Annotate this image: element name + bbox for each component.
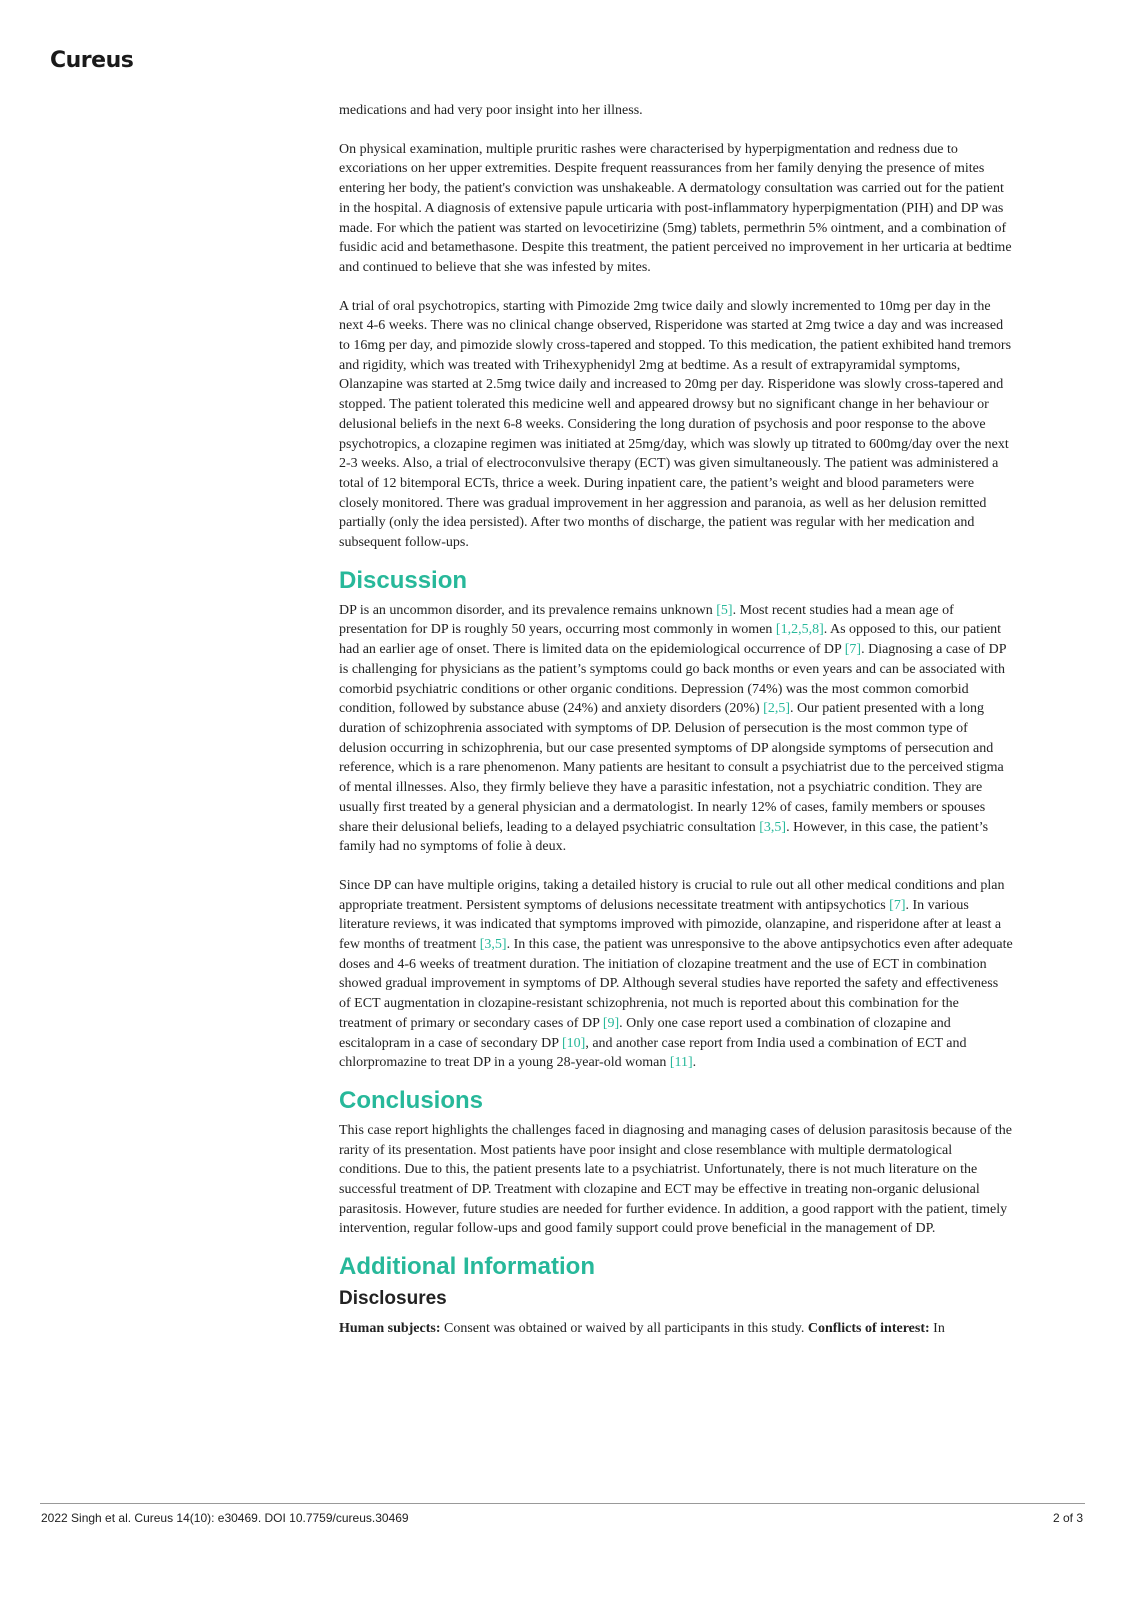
paragraph-physical-exam: On physical examination, multiple pruritic rashes were characterised by hyperpigmentation and redness due to excoriations on her upper extremities. Despite frequent reassurances from her family denying the presence of mites entering her body, the patient's conviction was unshakeable. A dermatology consultation was carried out for the patient in the hospital. A diagnosis of extensive papule urticaria with post-inflammatory hyperpigmentation (PIH) and DP was made. For which the patient was started on levocetirizine (5mg) tablets, permethrin 5% ointment, and a combination of fusidic acid and betamethasone. Despite this treatment, the patient perceived no improvement in her urticaria at bedtime and continued to believe that she was infested by mites. xyxy=(339,141,1012,275)
article-body xyxy=(339,101,1013,1339)
text-run: . xyxy=(692,1055,697,1071)
disclosures-paragraph xyxy=(339,1319,1013,1339)
text-run: DP is an uncommon disorder, and its prevalence remains unknown xyxy=(339,602,717,618)
text-run: . However, in this case, the patient’s family had no symptoms of folie à deux. xyxy=(339,819,989,855)
conclusions-paragraph: This case report highlights the challenges faced in diagnosing and managing cases of delusion parasitosis because of the rarity of its presentation. Most patients have poor insight and close resemblance with multiple dermatological conditions. Due to this, the patient presents late to a psychiatrist. Unfortunately, there is not much literature on the successful treatment of DP. Treatment with clozapine and ECT may be effective in treating non-organic delusional parasitosis. However, future studies are needed for further evidence. In addition, a good rapport with the patient, timely intervention, regular follow-ups and good family support could prove beneficial in the management of DP. xyxy=(339,1122,1012,1237)
label-human-subjects: Human subjects: xyxy=(339,1321,441,1337)
citation-link[interactable]: [1,2,5,8] xyxy=(775,622,824,638)
label-conflicts-of-interest: Conflicts of interest: xyxy=(807,1321,930,1337)
citation-link[interactable]: [10] xyxy=(562,1035,586,1051)
text-run: . Most recent studies had a mean age of presentation for DP is roughly 50 years, occurring most commonly in women xyxy=(339,602,954,638)
citation-link[interactable]: [2,5] xyxy=(763,701,790,717)
discussion-paragraph-2 xyxy=(339,876,1013,1073)
discussion-paragraph-1 xyxy=(339,601,1013,857)
citation-link[interactable]: [7] xyxy=(844,642,862,658)
section-heading-conclusions: Conclusions xyxy=(339,1086,484,1114)
text-run: . Only one case report used a combination of clozapine and escitalopram in a case of secondary DP xyxy=(339,1015,951,1051)
text-run: . In various literature reviews, it was indicated that symptoms improved with pimozide, olanzapine, and risperidone after at least a few months of treatment xyxy=(339,897,1002,953)
footer-divider xyxy=(40,1503,1085,1504)
text-run: . Our patient presented with a long duration of schizophrenia associated with symptoms of DP. Delusion of persecution is the most common type of delusion occurring in schizophrenia, but our case presented symptoms of DP alongside symptoms of persecution and reference, which is a rare phenomenon. Many patients are hesitant to consult a psychiatrist due to the perceived stigma of mental illnesses. Also, they firmly believe they have a parasitic infestation, not a psychiatric condition. They are usually first treated by a general physician and a dermatologist. In nearly 12% of cases, family members or spouses share their delusional beliefs, leading to a delayed psychiatric consultation xyxy=(339,701,1004,835)
text-run: . Diagnosing a case of DP is challenging for physicians as the patient’s symptoms could go back months or even years and can be associated with comorbid psychiatric conditions or other organic conditions. Depression (74%) was the most common comorbid condition, followed by substance abuse (24%) and anxiety disorders (20%) xyxy=(339,642,1006,717)
text-run: Consent was obtained or waived by all participants in this study. xyxy=(440,1321,808,1337)
text-run: . In this case, the patient was unresponsive to the above antipsychotics even after adequate doses and 4-6 weeks of treatment duration. The initiation of clozapine treatment and the use of ECT in combination showed gradual improvement in symptoms of DP. Although several studies have reported the safety and effectiveness of ECT augmentation in clozapine-resistant schizophrenia, not much is reported about this combination for the treatment of primary or secondary cases of DP xyxy=(339,937,1013,1031)
paragraph-treatment: A trial of oral psychotropics, starting with Pimozide 2mg twice daily and slowly incremented to 10mg per day in the next 4-6 weeks. There was no clinical change observed, Risperidone was started at 2mg twice a day and was increased to 16mg per day, and pimozide slowly cross-tapered and stopped. To this medication, the patient exhibited hand tremors and rigidity, which was treated with Trihexyphenidyl 2mg at bedtime. As a result of extrapyramidal symptoms, Olanzapine was started at 2.5mg twice daily and increased to 20mg per day. Risperidone was slowly cross-tapered and stopped. The patient tolerated this medicine well and appeared drowsy but no significant change in her behaviour or delusional beliefs in the next 6-8 weeks. Considering the long duration of psychosis and poor response to the above psychotropics, a clozapine regimen was initiated at 25mg/day, which was slowly up titrated to 600mg/day over the next 2-3 weeks. Also, a trial of electroconvulsive therapy (ECT) was given simultaneously. The patient was administered a total of 12 bitemporal ECTs, thrice a week. During inpatient care, the patient’s weight and blood parameters were closely monitored. There was gradual improvement in her aggression and paranoia, as well as her delusion remitted partially (only the idea persisted). After two months of discharge, the patient was regular with her medication and subsequent follow-ups. xyxy=(339,298,1012,551)
citation-link[interactable]: [5] xyxy=(716,602,733,618)
section-heading-additional-information: Additional Information xyxy=(339,1253,595,1281)
citation-link[interactable]: [3,5] xyxy=(759,819,787,835)
text-run: In xyxy=(929,1321,945,1337)
journal-logo: Cureus xyxy=(50,48,134,73)
text-run: . As opposed to this, our patient had an earlier age of onset. There is limited data on the epidemiological occurrence of DP xyxy=(339,622,1002,658)
citation-link[interactable]: [7] xyxy=(889,897,906,913)
subheading-disclosures: Disclosures xyxy=(339,1288,447,1310)
section-heading-discussion: Discussion xyxy=(339,566,468,594)
text-run: Since DP can have multiple origins, taking a detailed history is crucial to rule out all other medical conditions and plan appropriate treatment. Persistent symptoms of delusions necessitate treatment with antipsychotics xyxy=(339,877,1005,913)
text-run: , and another case report from India used a combination of ECT and chlorpromazine to treat DP in a young 28-year-old woman xyxy=(339,1035,967,1071)
citation-link[interactable]: [9] xyxy=(602,1015,620,1031)
citation-link[interactable]: [11] xyxy=(669,1055,693,1071)
citation-link[interactable]: [3,5] xyxy=(479,937,507,953)
page-number: 2 of 3 xyxy=(1052,1511,1083,1525)
paragraph-continued: medications and had very poor insight into her illness. xyxy=(339,103,643,118)
footer-citation: 2022 Singh et al. Cureus 14(10): e30469. DOI 10.7759/cureus.30469 xyxy=(41,1511,409,1525)
